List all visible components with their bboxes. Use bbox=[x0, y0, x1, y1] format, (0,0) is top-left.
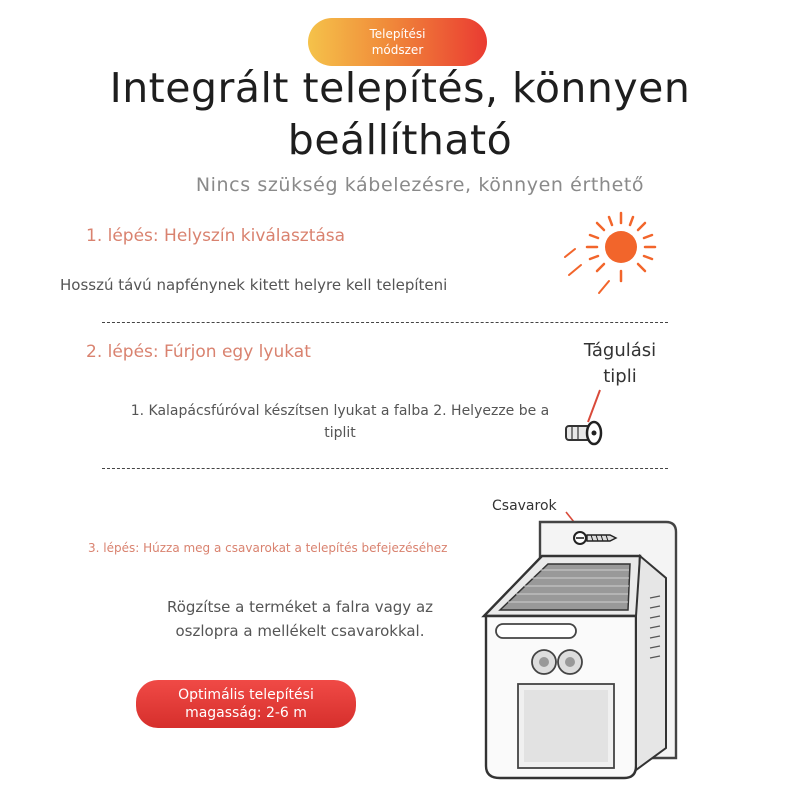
optimal-height-badge bbox=[136, 680, 356, 728]
page-title: Integrált telepítés, könnyen beállítható bbox=[109, 64, 691, 164]
step-2-heading: 2. lépés: Fúrjon egy lyukat bbox=[86, 342, 311, 362]
step-2-text: 1. Kalapácsfúróval készítsen lyukat a falba 2. Helyezze be a tiplit bbox=[130, 403, 550, 441]
dowel-label: Tágulási tipli bbox=[583, 340, 657, 387]
section-divider bbox=[102, 468, 668, 469]
sun-icon bbox=[555, 205, 665, 305]
page-subtitle: Nincs szükség kábelezésre, könnyen érthető bbox=[195, 174, 645, 196]
installation-method-label: Telepítési módszer bbox=[369, 27, 426, 57]
screws-label: Csavarok bbox=[492, 498, 557, 514]
optimal-height-label: Optimális telepítési magasság: 2-6 m bbox=[178, 687, 314, 721]
step-3-heading: 3. lépés: Húzza meg a csavarokat a telepítés befejezéséhez bbox=[88, 541, 448, 555]
step-3-text: Rögzítse a terméket a falra vagy az oszlopra a mellékelt csavarokkal. bbox=[166, 598, 434, 640]
step-1-text: Hosszú távú napfénynek kitett helyre kell telepíteni bbox=[60, 276, 448, 294]
step-1-heading: 1. lépés: Helyszín kiválasztása bbox=[86, 226, 346, 246]
installation-method-badge bbox=[308, 18, 487, 66]
section-divider bbox=[102, 322, 668, 323]
solar-wall-lamp-illustration bbox=[470, 508, 690, 793]
wall-plug-icon bbox=[560, 386, 620, 450]
